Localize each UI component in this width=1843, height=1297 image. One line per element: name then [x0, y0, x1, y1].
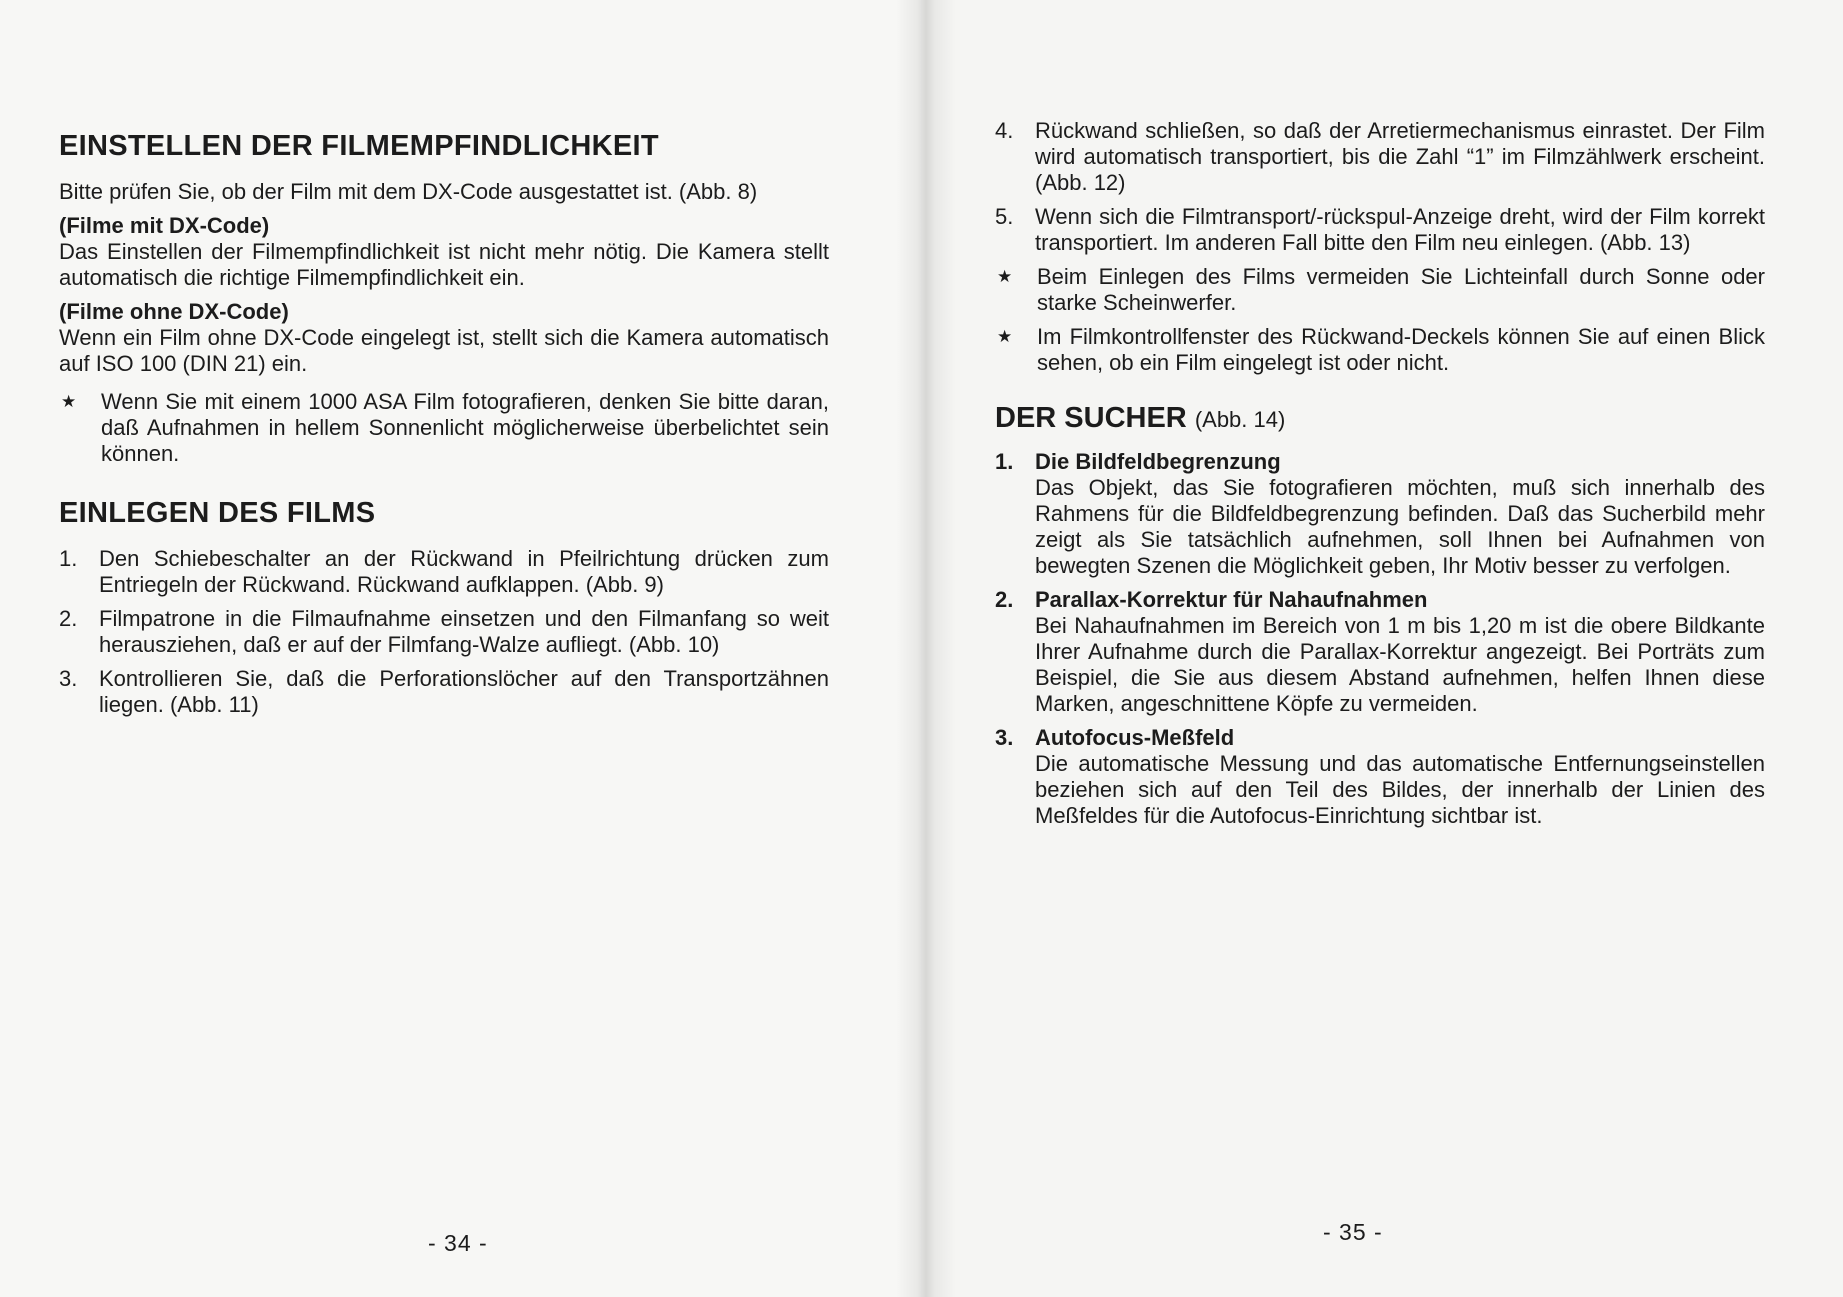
star-icon: ★: [997, 267, 1013, 286]
list-number: 2.: [59, 606, 78, 631]
list-number: 1.: [995, 449, 1014, 474]
list-item: [59, 546, 829, 598]
list-text: Wenn sich die Filmtransport/-rückspul-Anzeige dreht, wird der Film korrekt transportiert. Im anderen Fall bitte den Film neu einlegen. (Abb. 13): [1035, 204, 1765, 255]
list-item: [995, 204, 1765, 256]
list-item: [995, 587, 1765, 717]
note-text: Im Filmkontrollfenster des Rückwand-Deckels können Sie auf einen Blick sehen, ob ein Film eingelegt ist oder nicht.: [1037, 324, 1765, 375]
list-item: [995, 449, 1765, 579]
list-text: Kontrollieren Sie, daß die Perforationslöcher auf den Transportzähnen liegen. (Abb. 11): [99, 666, 829, 717]
paragraph-with-dx: Das Einstellen der Filmempfindlichkeit ist nicht mehr nötig. Die Kamera stellt automatisch die richtige Filmempfindlichkeit ein.: [59, 239, 829, 290]
note-text: Beim Einlegen des Films vermeiden Sie Lichteinfall durch Sonne oder starke Scheinwerfer.: [1037, 264, 1765, 315]
intro-paragraph: Bitte prüfen Sie, ob der Film mit dem DX-Code ausgestattet ist. (Abb. 8): [59, 179, 758, 204]
item-text: Das Objekt, das Sie fotografieren möchten, muß sich innerhalb des Rahmens für die Bildfeldbegrenzung befinden. Daß das Sucherbild mehr zeigt als Sie tatsächlich aufnehmen, soll Ihnen bei Aufnahmen von bewegten Szenen die Möglichkeit geben, Ihr Motiv besser zu verfolgen.: [1035, 475, 1765, 578]
list-text: Den Schiebeschalter an der Rückwand in Pfeilrichtung drücken zum Entriegeln der Rückwand. Rückwand aufklappen. (Abb. 9): [99, 546, 829, 597]
subheading-with-dx: (Filme mit DX-Code): [59, 213, 270, 238]
note-text: Wenn Sie mit einem 1000 ASA Film fotografieren, denken Sie bitte daran, daß Aufnahmen in hellem Sonnenlicht möglicherweise überbelichtet sein können.: [101, 389, 829, 466]
list-item: [995, 118, 1765, 196]
item-title: Parallax-Korrektur für Nahaufnahmen: [1035, 587, 1428, 612]
list-item: [59, 666, 829, 718]
note-item: [995, 324, 1765, 376]
heading-loading-film: EINLEGEN DES FILMS: [59, 497, 376, 529]
note-item: [59, 389, 829, 467]
left-column: [59, 130, 829, 726]
right-column: [995, 118, 1765, 837]
note-item: [995, 264, 1765, 316]
page-number-right: - 35 -: [1323, 1219, 1383, 1245]
item-text: Bei Nahaufnahmen im Bereich von 1 m bis 1,20 m ist die obere Bildkante Ihrer Aufnahme durch die Parallax-Korrektur angezeigt. Bei Porträts zum Beispiel, die Sie aus diesem Abstand aufnehmen, helfen Ihnen diese Marken, angeschnittene Köpfe zu vermeiden.: [1035, 613, 1765, 716]
list-number: 3.: [995, 725, 1014, 750]
list-item: [59, 606, 829, 658]
heading-viewfinder-title: DER SUCHER: [995, 402, 1187, 434]
item-text: Die automatische Messung und das automatische Entfernungseinstellen beziehen sich auf den Teil des Bildes, der innerhalb der Linien des Meßfeldes für die Autofocus-Einrichtung sichtbar ist.: [1035, 751, 1765, 828]
heading-viewfinder: [995, 402, 1765, 435]
list-item: [995, 725, 1765, 829]
heading-film-speed: EINSTELLEN DER FILMEMPFINDLICHKEIT: [59, 130, 659, 162]
list-number: 3.: [59, 666, 78, 691]
star-icon: ★: [997, 327, 1013, 346]
list-number: 4.: [995, 118, 1014, 143]
page-number-left: - 34 -: [428, 1230, 488, 1256]
list-text: Filmpatrone in die Filmaufnahme einsetzen und den Filmanfang so weit herausziehen, daß er auf der Filmfang-Walze aufliegt. (Abb. 10): [99, 606, 829, 657]
list-number: 1.: [59, 546, 78, 571]
list-number: 2.: [995, 587, 1014, 612]
item-title: Die Bildfeldbegrenzung: [1035, 449, 1281, 474]
list-number: 5.: [995, 204, 1014, 229]
book-gutter: [896, 0, 956, 1297]
subheading-without-dx: (Filme ohne DX-Code): [59, 299, 289, 324]
star-icon: ★: [61, 392, 77, 411]
list-text: Rückwand schließen, so daß der Arretiermechanismus einrastet. Der Film wird automatisch transportiert, bis die Zahl “1” im Filmzählwerk erscheint. (Abb. 12): [1035, 118, 1765, 195]
item-title: Autofocus-Meßfeld: [1035, 725, 1235, 750]
heading-viewfinder-ref: (Abb. 14): [1194, 407, 1286, 432]
paragraph-without-dx: Wenn ein Film ohne DX-Code eingelegt ist, stellt sich die Kamera automatisch auf ISO 100 (DIN 21) ein.: [59, 325, 829, 376]
